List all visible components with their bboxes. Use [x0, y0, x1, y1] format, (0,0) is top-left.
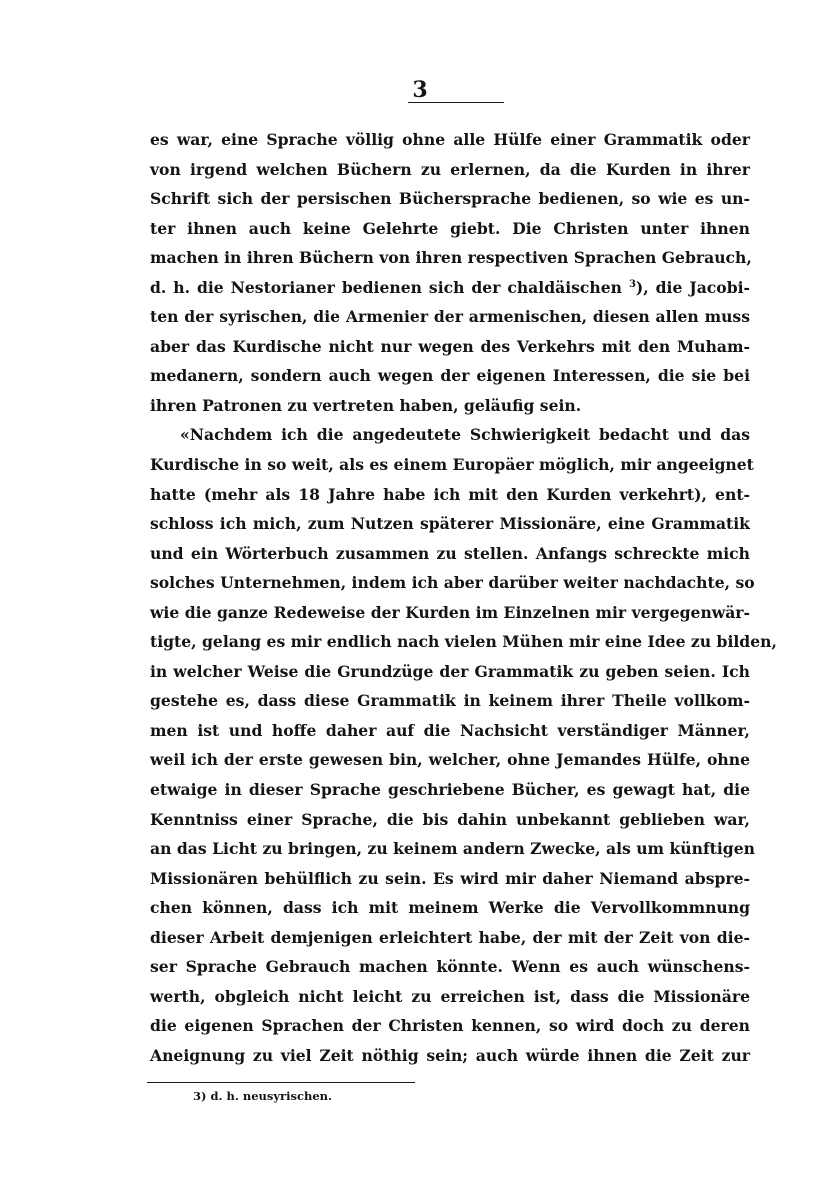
text-line: gestehe es, dass diese Grammatik in keinem ihrer Theile vollkom-: [150, 691, 750, 711]
text-line: schloss ich mich, zum Nutzen späterer Missionäre, eine Grammatik: [150, 514, 750, 534]
text-line: ser Sprache Gebrauch machen könnte. Wenn es auch wünschens-: [150, 957, 750, 977]
text-line: etwaige in dieser Sprache geschriebene Bücher, es gewagt hat, die: [150, 780, 750, 800]
text-line: es war, eine Sprache völlig ohne alle Hülfe einer Grammatik oder: [150, 130, 750, 149]
text-line: weil ich der erste gewesen bin, welcher, ohne Jemandes Hülfe, ohne: [150, 750, 750, 770]
text-line: hatte (mehr als 18 Jahre habe ich mit den Kurden verkehrt), ent-: [150, 484, 750, 504]
text-line: «Nachdem ich die angedeutete Schwierigkeit bedacht und das: [180, 425, 750, 445]
footnote-ref: 3: [628, 278, 636, 290]
text-line: Kenntniss einer Sprache, die bis dahin unbekannt geblieben war,: [150, 809, 750, 829]
text-line: aber das Kurdische nicht nur wegen des Verkehrs mit den Muham-: [150, 336, 750, 356]
text-line: wie die ganze Redeweise der Kurden im Einzelnen mir vergegenwär-: [150, 602, 750, 622]
text-line: an das Licht zu bringen, zu keinem andern Zwecke, als um künftigen: [150, 839, 755, 859]
text-segment: d. h. die Nestorianer bedienen sich der chaldäischen: [150, 277, 623, 297]
body-text: [150, 125, 777, 1071]
text-line: Kurdische in so weit, als es einem Europäer möglich, mir angeeignet: [150, 455, 754, 475]
text-segment: ), die Jacobi-: [635, 277, 751, 297]
text-line: Missionären behülflich zu sein. Es wird mir daher Niemand abspre-: [150, 868, 750, 888]
text-line: ter ihnen auch keine Gelehrte giebt. Die Christen unter ihnen: [150, 218, 750, 238]
footnote-rule: [147, 1082, 415, 1083]
text-line: solches Unternehmen, indem ich aber darüber weiter nachdachte, so: [150, 573, 755, 593]
text-line: werth, obgleich nicht leicht zu erreichen ist, dass die Missionäre: [150, 986, 750, 1006]
text-line-with-footnote-ref: [150, 273, 750, 303]
text-line: und ein Wörterbuch zusammen zu stellen. Anfangs schreckte mich: [150, 543, 750, 563]
text-line: men ist und hoffe daher auf die Nachsicht verständiger Männer,: [150, 720, 750, 740]
text-line: tigte, gelang es mir endlich nach vielen Mühen mir eine Idee zu bilden,: [150, 632, 777, 652]
text-line: die eigenen Sprachen der Christen kennen, so wird doch zu deren: [150, 1016, 750, 1036]
text-line: ihren Patronen zu vertreten haben, geläufig sein.: [150, 395, 582, 415]
header-rule: [408, 102, 504, 103]
text-line: medanern, sondern auch wegen der eigenen Interessen, die sie bei: [150, 366, 750, 386]
footnote: 3) d. h. neusyrischen.: [193, 1089, 333, 1103]
text-line: in welcher Weise die Grundzüge der Grammatik zu geben seien. Ich: [150, 661, 750, 681]
text-line: dieser Arbeit demjenigen erleichtert habe, der mit der Zeit von die-: [150, 927, 750, 947]
text-line: ten der syrischen, die Armenier der armenischen, diesen allen muss: [150, 307, 750, 327]
page-number: 3: [412, 77, 428, 103]
text-line: Schrift sich der persischen Büchersprache bedienen, so wie es un-: [150, 189, 750, 209]
text-line: Aneignung zu viel Zeit nöthig sein; auch würde ihnen die Zeit zur: [150, 1045, 750, 1065]
text-line: chen können, dass ich mit meinem Werke die Vervollkommnung: [150, 898, 750, 918]
text-line: machen in ihren Büchern von ihren respectiven Sprachen Gebrauch,: [150, 248, 752, 268]
text-line: von irgend welchen Büchern zu erlernen, da die Kurden in ihrer: [150, 159, 750, 179]
